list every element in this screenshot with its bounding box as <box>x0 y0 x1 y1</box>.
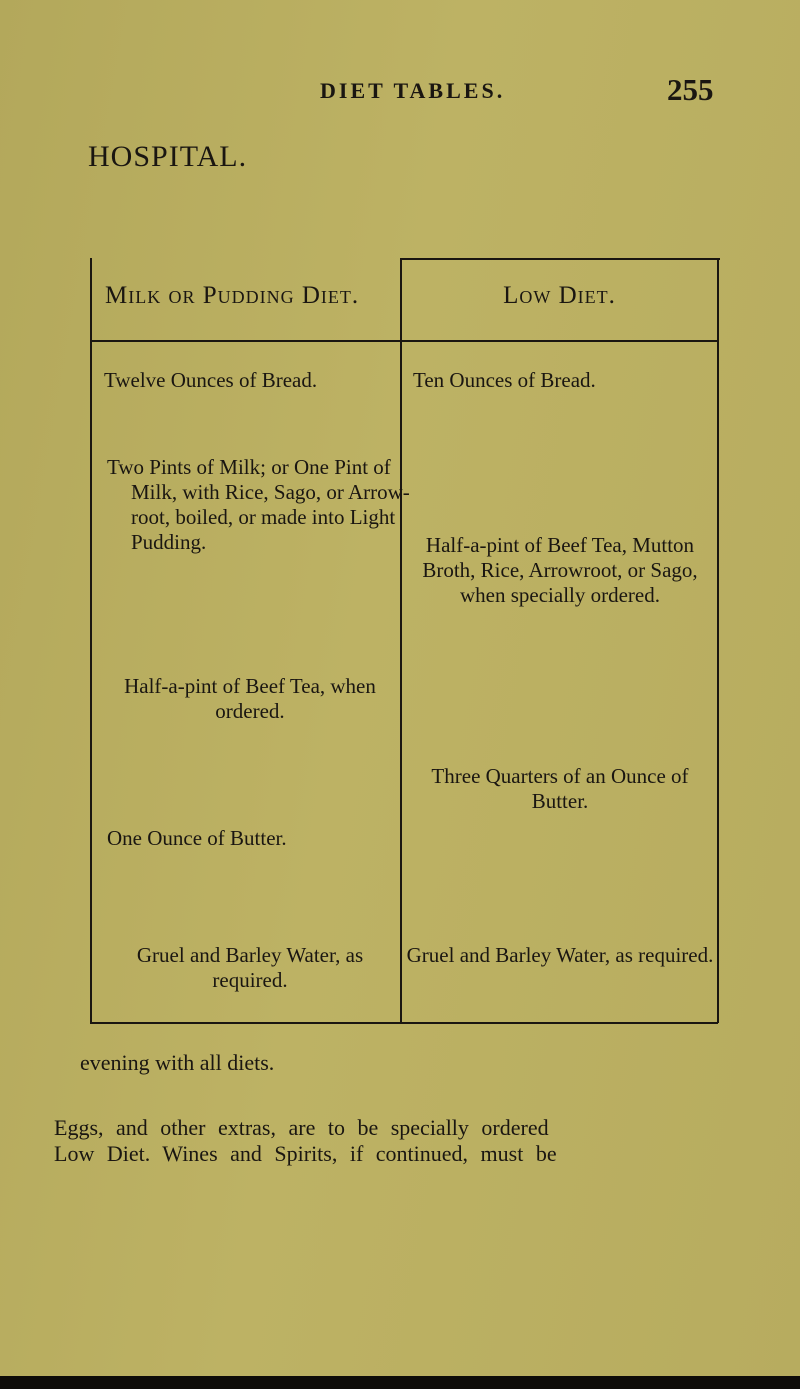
milk-diet-bread: Twelve Ounces of Bread. <box>104 368 318 392</box>
running-title: DIET TABLES. <box>320 78 506 103</box>
table-bottom-rule <box>90 1022 718 1024</box>
low-diet-gruel: Gruel and Barley Water, as required. <box>406 943 714 967</box>
table-header-rule <box>92 340 717 342</box>
body-text-line: Low Diet. Wines and Spirits, if continued, must be <box>54 1141 557 1166</box>
low-diet-beef-tea: Half-a-pint of Beef Tea, Mutton Broth, Rice, Arrowroot, or Sago, when specially ordered. <box>422 533 698 607</box>
milk-diet-beef-tea: Half-a-pint of Beef Tea, when ordered. <box>124 674 376 723</box>
body-text-line: Eggs, and other extras, are to be specially ordered <box>54 1115 549 1140</box>
milk-diet-butter: One Ounce of Butter. <box>107 826 287 850</box>
table-left-rule <box>90 258 92 1023</box>
table-column-divider <box>400 258 402 1023</box>
section-title: HOSPITAL. <box>88 140 248 173</box>
low-diet-butter: Three Quarters of an Ounce of Butter. <box>431 764 689 813</box>
milk-diet-gruel: Gruel and Barley Water, as required. <box>136 943 364 992</box>
body-text-line: evening with all diets. <box>80 1050 275 1075</box>
page-number: 255 <box>667 72 714 107</box>
table-top-rule <box>400 258 720 260</box>
low-diet-bread: Ten Ounces of Bread. <box>413 368 596 392</box>
page-edge-shadow <box>0 1376 800 1389</box>
milk-diet-milk: Two Pints of Milk; or One Pint of Milk, with Rice, Sago, or Arrow-root, boiled, or made into Light Pudding. <box>107 455 410 554</box>
column-heading-milk-or-pudding-diet: Milk or Pudding Diet. <box>105 282 360 309</box>
column-heading-low-diet: Low Diet. <box>503 282 616 309</box>
table-right-rule <box>717 258 719 1023</box>
